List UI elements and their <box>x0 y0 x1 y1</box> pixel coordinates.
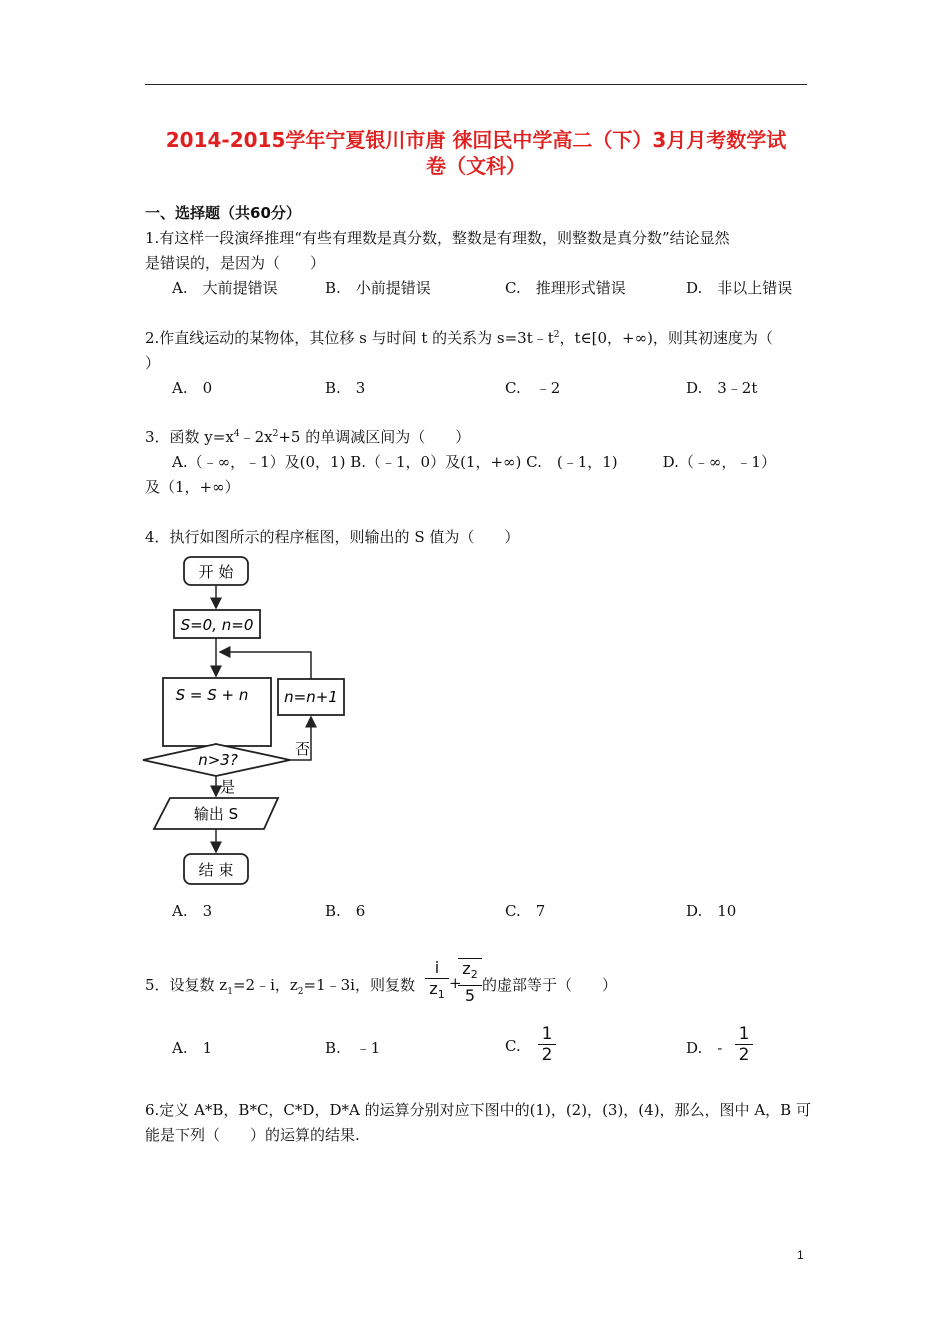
flowchart <box>140 550 360 895</box>
flowchart-output-label: 输出 S <box>193 805 239 823</box>
flowchart-end-label: 结 束 <box>198 861 234 879</box>
q2-exponent: 2 <box>553 330 560 340</box>
q3-options-line1: A.（﹣∞，﹣1）及(0，1) B.（﹣1，0）及(1，+∞) C. (﹣1，1) D.（﹣∞，﹣1） <box>172 453 776 471</box>
q1-text-line2: 是错误的，是因为（ ） <box>145 254 326 272</box>
q5-plus: + <box>449 974 462 992</box>
q2-option-b: B. 3 <box>325 379 366 397</box>
q5-option-c: C. <box>505 1037 521 1055</box>
q1-option-d: D. 非以上错误 <box>686 279 793 297</box>
q5-text-prefix: 5．设复数 $z_1=2﹣i$，$z_2=1﹣3i$，则复数 <box>145 976 415 997</box>
q5-option-c-fraction: $\frac{1}{2}$ <box>538 1024 556 1065</box>
page-number: 1 <box>797 1248 804 1262</box>
q5-option-a: A. 1 <box>172 1039 213 1057</box>
section-heading: 一、选择题（共60分） <box>145 204 301 222</box>
q4-text-line1: 4．执行如图所示的程序框图，则输出的 S 值为（ ） <box>145 528 520 546</box>
q3-options-line2: 及（1，+∞） <box>145 478 240 496</box>
page-title-line1: 2014-2015学年宁夏银川市唐 徕回民中学高二（下）3月月考数学试 <box>165 128 787 152</box>
q1-option-b: B. 小前提错误 <box>325 279 431 297</box>
q2-text-line2: ） <box>145 354 161 372</box>
q2-option-d: D. 3﹣2t <box>686 379 758 397</box>
q6-text-line2: 能是下列（ ）的运算的结果. <box>145 1126 360 1144</box>
q4-option-d: D. 10 <box>686 902 737 920</box>
flowchart-decision-label: n>3? <box>198 751 238 769</box>
q5-fraction-1: $\frac{i}{z_1}$ <box>425 958 449 1005</box>
q1-option-c: C. 推理形式错误 <box>505 279 626 297</box>
q5-option-d-fraction: $\frac{1}{2}$ <box>735 1024 753 1065</box>
header-rule <box>145 84 807 85</box>
q5-option-b: B. ﹣1 <box>325 1039 381 1057</box>
q4-option-a: A. 3 <box>172 902 213 920</box>
q3-text-line1: 3．函数 $y=x^4﹣2x^2+5$ 的单调减区间为（ ） <box>145 428 471 446</box>
flowchart-no-label: 否 <box>295 740 311 758</box>
q2-text-line1: 2.作直线运动的某物体，其位移 s 与时间 t 的关系为 $s=3t﹣t^2$，t∈[0，+∞)，则其初速度为（ <box>145 329 773 347</box>
q4-option-c: C. 7 <box>505 902 546 920</box>
q6-text-line1: 6.定义 A*B，B*C，C*D，D*A 的运算分别对应下图中的(1)，(2)，(3)，(4)，那么，图中 A，B 可 <box>145 1101 811 1119</box>
page-title-line2: 卷（文科） <box>426 154 526 178</box>
q2-option-a: A. 0 <box>172 379 213 397</box>
q5-text-suffix: 的虚部等于（ ） <box>482 976 618 994</box>
flowchart-process-label: S = S + n <box>175 686 249 704</box>
flowchart-increment-label: n=n+1 <box>284 688 338 706</box>
q2-option-c: C. ﹣2 <box>505 379 561 397</box>
q5-fraction-2: $\frac{z_2}{5}$ <box>458 955 482 1006</box>
flowchart-start-label: 开 始 <box>198 563 234 581</box>
q5-option-d: D. - <box>686 1039 723 1057</box>
q4-option-b: B. 6 <box>325 902 366 920</box>
q1-text-line1: 1.有这样一段演绎推理“有些有理数是真分数，整数是有理数，则整数是真分数”结论显然 <box>145 229 730 247</box>
q1-option-a: A. 大前提错误 <box>172 279 278 297</box>
flowchart-init-label: S=0, n=0 <box>180 616 254 634</box>
flowchart-yes-label: 是 <box>220 778 236 796</box>
